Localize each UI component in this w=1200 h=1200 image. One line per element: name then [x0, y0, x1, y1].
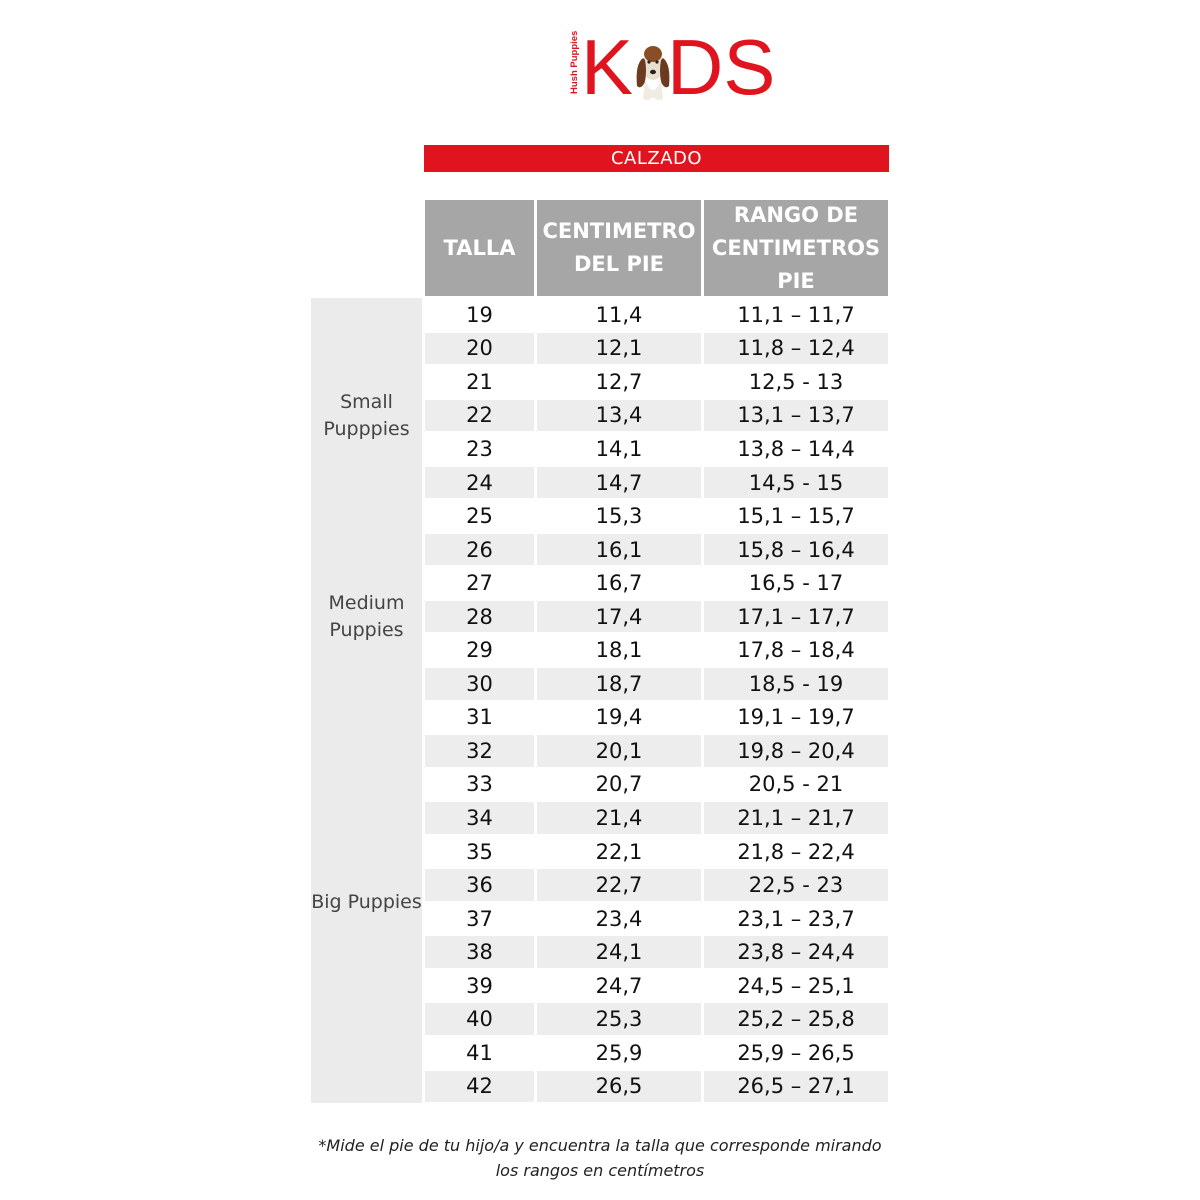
- cell-rango: 25,9 – 26,5: [737, 1040, 855, 1065]
- cell-talla: 37: [466, 906, 493, 931]
- cell-rango: 14,5 - 15: [704, 467, 888, 499]
- hush-puppies-kids-logo: [565, 23, 776, 111]
- table-row: [425, 298, 888, 332]
- cell-centimetro: 20,1: [537, 735, 701, 767]
- cell-talla: 36: [425, 869, 534, 901]
- cell-rango: 13,1 – 13,7: [704, 400, 888, 432]
- table-row: [425, 466, 888, 500]
- cell-talla: 21: [466, 369, 493, 394]
- cell-talla: 29: [466, 638, 493, 663]
- table-row: [425, 969, 888, 1003]
- cell-talla: 41: [466, 1040, 493, 1065]
- cell-centimetro: 12,1: [537, 333, 701, 365]
- brand-small-text: Hush Puppies: [569, 30, 580, 94]
- cell-centimetro: 14,7: [537, 467, 701, 499]
- group-label-big: Big Puppies: [311, 891, 422, 913]
- cell-talla: 31: [466, 705, 493, 730]
- cell-talla: 39: [466, 973, 493, 998]
- cell-centimetro: 26,5: [537, 1071, 701, 1103]
- cell-rango: 23,1 – 23,7: [737, 906, 855, 931]
- table-row: [425, 701, 888, 735]
- cell-rango: 13,8 – 14,4: [737, 436, 855, 461]
- cell-rango: 22,5 - 23: [704, 869, 888, 901]
- cell-rango: 19,8 – 20,4: [704, 735, 888, 767]
- table-row: [425, 935, 888, 969]
- cell-rango: 26,5 – 27,1: [704, 1071, 888, 1103]
- table-row: [425, 432, 888, 466]
- header-rango-centimetros: RANGO DE CENTIMETROS PIE: [704, 200, 888, 296]
- table-row: [425, 332, 888, 366]
- calzado-banner: CALZADO: [424, 145, 889, 172]
- cell-rango: 12,5 - 13: [748, 369, 844, 394]
- cell-centimetro: 22,1: [595, 839, 643, 864]
- cell-centimetro: 16,7: [595, 571, 643, 596]
- table-row: [425, 533, 888, 567]
- table-row: [425, 801, 888, 835]
- table-row: [425, 835, 888, 869]
- cell-centimetro: 18,7: [537, 668, 701, 700]
- cell-rango: 21,8 – 22,4: [737, 839, 855, 864]
- cell-talla: 20: [425, 333, 534, 365]
- footnote: *Mide el pie de tu hijo/a y encuentra la talla que corresponde mirando los rangos en centímetros: [318, 1136, 882, 1180]
- table-row: [425, 600, 888, 634]
- cell-talla: 38: [425, 936, 534, 968]
- cell-talla: 35: [466, 839, 493, 864]
- group-label-small: Small Pupppies: [323, 391, 410, 440]
- table-row: [425, 734, 888, 768]
- header-talla: TALLA: [425, 200, 534, 296]
- cell-centimetro: 24,7: [595, 973, 643, 998]
- cell-centimetro: 21,4: [537, 802, 701, 834]
- table-row: [425, 902, 888, 936]
- cell-centimetro: 13,4: [537, 400, 701, 432]
- table-row: [425, 1036, 888, 1070]
- cell-talla: 23: [466, 436, 493, 461]
- cell-talla: 33: [466, 772, 493, 797]
- cell-talla: 34: [425, 802, 534, 834]
- cell-centimetro: 11,4: [595, 302, 643, 327]
- cell-talla: 30: [425, 668, 534, 700]
- table-row: [425, 566, 888, 600]
- table-row: [425, 768, 888, 802]
- table-row: [425, 499, 888, 533]
- cell-centimetro: 25,9: [595, 1040, 643, 1065]
- cell-rango: 15,8 – 16,4: [704, 534, 888, 566]
- table-row: [425, 399, 888, 433]
- cell-centimetro: 15,3: [595, 504, 643, 529]
- table-header-row: [425, 200, 888, 296]
- table-row: [425, 868, 888, 902]
- cell-talla: 32: [425, 735, 534, 767]
- cell-centimetro: 22,7: [537, 869, 701, 901]
- cell-talla: 40: [425, 1003, 534, 1035]
- cell-talla: 42: [425, 1071, 534, 1103]
- table-row: [425, 633, 888, 667]
- table-row: [425, 1002, 888, 1036]
- cell-rango: 11,8 – 12,4: [704, 333, 888, 365]
- wordmark-k: K: [581, 23, 634, 111]
- cell-centimetro: 25,3: [537, 1003, 701, 1035]
- cell-rango: 17,8 – 18,4: [737, 638, 855, 663]
- table-row: [425, 667, 888, 701]
- cell-rango: 19,1 – 19,7: [737, 705, 855, 730]
- table-row: [425, 365, 888, 399]
- table-row: [425, 1070, 888, 1104]
- cell-centimetro: 20,7: [595, 772, 643, 797]
- cell-talla: 24: [425, 467, 534, 499]
- cell-talla: 28: [425, 601, 534, 633]
- cell-rango: 25,2 – 25,8: [704, 1003, 888, 1035]
- cell-talla: 27: [466, 571, 493, 596]
- cell-centimetro: 18,1: [595, 638, 643, 663]
- cell-talla: 25: [466, 504, 493, 529]
- cell-talla: 26: [425, 534, 534, 566]
- cell-talla: 22: [425, 400, 534, 432]
- cell-rango: 11,1 – 11,7: [737, 302, 855, 327]
- wordmark-ds: DS: [667, 23, 776, 111]
- cell-centimetro: 16,1: [537, 534, 701, 566]
- group-column: [311, 298, 422, 1103]
- cell-rango: 21,1 – 21,7: [704, 802, 888, 834]
- group-label-medium: Medium Puppies: [328, 592, 405, 641]
- cell-centimetro: 17,4: [537, 601, 701, 633]
- header-centimetro-del-pie: CENTIMETRO DEL PIE: [537, 200, 701, 296]
- cell-rango: 20,5 - 21: [748, 772, 844, 797]
- cell-centimetro: 12,7: [595, 369, 643, 394]
- cell-rango: 15,1 – 15,7: [737, 504, 855, 529]
- cell-rango: 23,8 – 24,4: [704, 936, 888, 968]
- cell-rango: 24,5 – 25,1: [737, 973, 855, 998]
- cell-centimetro: 23,4: [595, 906, 643, 931]
- cell-rango: 17,1 – 17,7: [704, 601, 888, 633]
- table-body: [425, 298, 888, 1103]
- cell-talla: 19: [466, 302, 493, 327]
- cell-centimetro: 19,4: [595, 705, 643, 730]
- cell-centimetro: 14,1: [595, 436, 643, 461]
- cell-rango: 16,5 - 17: [748, 571, 844, 596]
- cell-rango: 18,5 - 19: [704, 668, 888, 700]
- cell-centimetro: 24,1: [537, 936, 701, 968]
- basset-hound-icon: [637, 46, 670, 100]
